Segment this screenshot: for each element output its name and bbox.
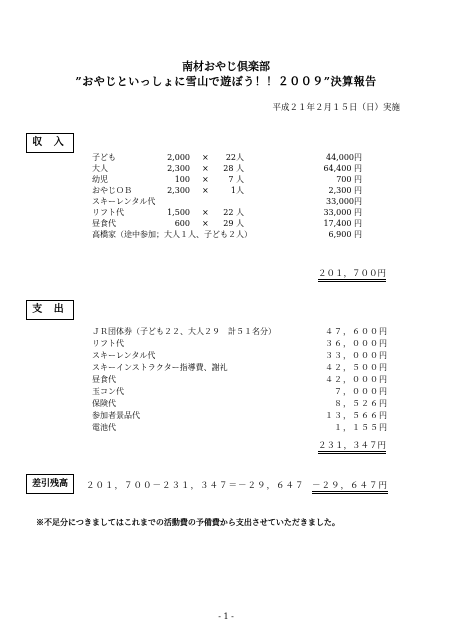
expense-row bbox=[92, 338, 388, 350]
expense-item-label: 玉コン代 bbox=[92, 387, 124, 396]
expense-amount: ４７，６００円 bbox=[325, 327, 388, 336]
balance-label: 差引残高 bbox=[26, 474, 74, 494]
income-row bbox=[92, 163, 362, 174]
times-sign: × bbox=[202, 208, 209, 217]
income-item-label: 子ども bbox=[92, 153, 116, 162]
expense-amount: ８，５２６円 bbox=[334, 399, 388, 408]
expense-amount: １，１５５円 bbox=[334, 423, 388, 432]
income-unit-price: 2,300 bbox=[167, 186, 190, 195]
expense-amount: １３，５６６円 bbox=[325, 411, 388, 420]
balance-result: －２９，６４７円 bbox=[312, 481, 388, 494]
page-number: - 1 - bbox=[218, 612, 234, 621]
income-item-label: 大人 bbox=[92, 164, 108, 173]
income-row bbox=[92, 196, 362, 207]
expense-item-label: 電池代 bbox=[92, 423, 116, 432]
times-sign: × bbox=[202, 164, 209, 173]
expense-row bbox=[92, 326, 388, 338]
income-amount: 2,300 円 bbox=[328, 186, 362, 195]
income-unit-price: 2,000 bbox=[167, 153, 190, 162]
expense-table bbox=[92, 326, 388, 434]
expense-amount: ４２，５００円 bbox=[325, 363, 388, 372]
expense-amount: ３３，０００円 bbox=[325, 351, 388, 360]
expense-item-label: スキーレンタル代 bbox=[92, 351, 156, 360]
expense-label: 支 出 bbox=[26, 300, 74, 320]
income-row bbox=[92, 185, 362, 196]
income-amount: 33,000円 bbox=[326, 197, 362, 206]
income-amount: 17,400 円 bbox=[323, 219, 362, 228]
times-sign: × bbox=[202, 186, 209, 195]
expense-item-label: リフト代 bbox=[92, 339, 124, 348]
expense-item-label: 保険代 bbox=[92, 399, 116, 408]
expense-row bbox=[92, 410, 388, 422]
expense-amount: ３６，０００円 bbox=[325, 339, 388, 348]
income-count: 7 人 bbox=[228, 175, 244, 184]
income-amount: 700 円 bbox=[336, 175, 362, 184]
income-count: 29 人 bbox=[223, 219, 244, 228]
income-unit-price: 100 bbox=[174, 175, 190, 184]
income-count: 22 人 bbox=[223, 208, 244, 217]
org-title: 南材おやじ倶楽部 bbox=[182, 60, 270, 73]
expense-row bbox=[92, 362, 388, 374]
income-item-label: 高橋家（途中参加；大人１人、子ども２人） bbox=[92, 230, 252, 239]
expense-amount: ４２，０００円 bbox=[325, 375, 388, 384]
income-item-label: リフト代 bbox=[92, 208, 124, 217]
times-sign: × bbox=[202, 153, 209, 162]
expense-item-label: ＪＲ団体券（子ども２２、大人２９ 計５１名分） bbox=[92, 327, 276, 336]
income-item-label: スキーレンタル代 bbox=[92, 197, 156, 206]
expense-row bbox=[92, 398, 388, 410]
income-amount: 33,000 円 bbox=[323, 208, 362, 217]
income-row bbox=[92, 218, 362, 229]
income-row bbox=[92, 207, 362, 218]
event-date: 平成２１年２月１５日（日）実施 bbox=[272, 103, 400, 113]
income-count: 1人 bbox=[230, 186, 244, 195]
expense-total: ２３１，３４７円 bbox=[318, 441, 386, 454]
income-amount: 64,400 円 bbox=[323, 164, 362, 173]
income-unit-price: 600 bbox=[174, 219, 190, 228]
income-item-label: 昼食代 bbox=[92, 219, 116, 228]
times-sign: × bbox=[202, 175, 209, 184]
income-count: 28 人 bbox=[223, 164, 244, 173]
income-total: ２０１，７００円 bbox=[318, 269, 386, 282]
footer-note: ※不足分につきましてはこれまでの活動費の予備費から支出させていただきました。 bbox=[36, 517, 340, 527]
times-sign: × bbox=[202, 219, 209, 228]
income-unit-price: 1,500 bbox=[167, 208, 190, 217]
expense-row bbox=[92, 350, 388, 362]
expense-amount: ７，０００円 bbox=[334, 387, 388, 396]
income-amount: 6,900 円 bbox=[328, 230, 362, 239]
income-label: 収 入 bbox=[26, 133, 74, 153]
balance-formula: ２０１，７００－２３１，３４７＝－２９，６４７ bbox=[86, 481, 305, 491]
income-count: 22人 bbox=[225, 153, 244, 162]
expense-item-label: 昼食代 bbox=[92, 375, 116, 384]
expense-row bbox=[92, 374, 388, 386]
expense-item-label: スキーインストラクター指導費、謝礼 bbox=[92, 363, 228, 372]
income-row bbox=[92, 152, 362, 163]
expense-item-label: 参加者景品代 bbox=[92, 411, 140, 420]
income-item-label: 幼児 bbox=[92, 175, 108, 184]
income-amount: 44,000円 bbox=[326, 153, 362, 162]
income-unit-price: 2,300 bbox=[167, 164, 190, 173]
report-title: ”おやじといっしょに雪山で遊ぼう！！２００９”決算報告 bbox=[75, 75, 377, 88]
income-table bbox=[92, 152, 362, 240]
income-row bbox=[92, 174, 362, 185]
expense-row bbox=[92, 386, 388, 398]
expense-row bbox=[92, 422, 388, 434]
income-row bbox=[92, 229, 362, 240]
income-item-label: おやじＯＢ bbox=[92, 186, 132, 195]
